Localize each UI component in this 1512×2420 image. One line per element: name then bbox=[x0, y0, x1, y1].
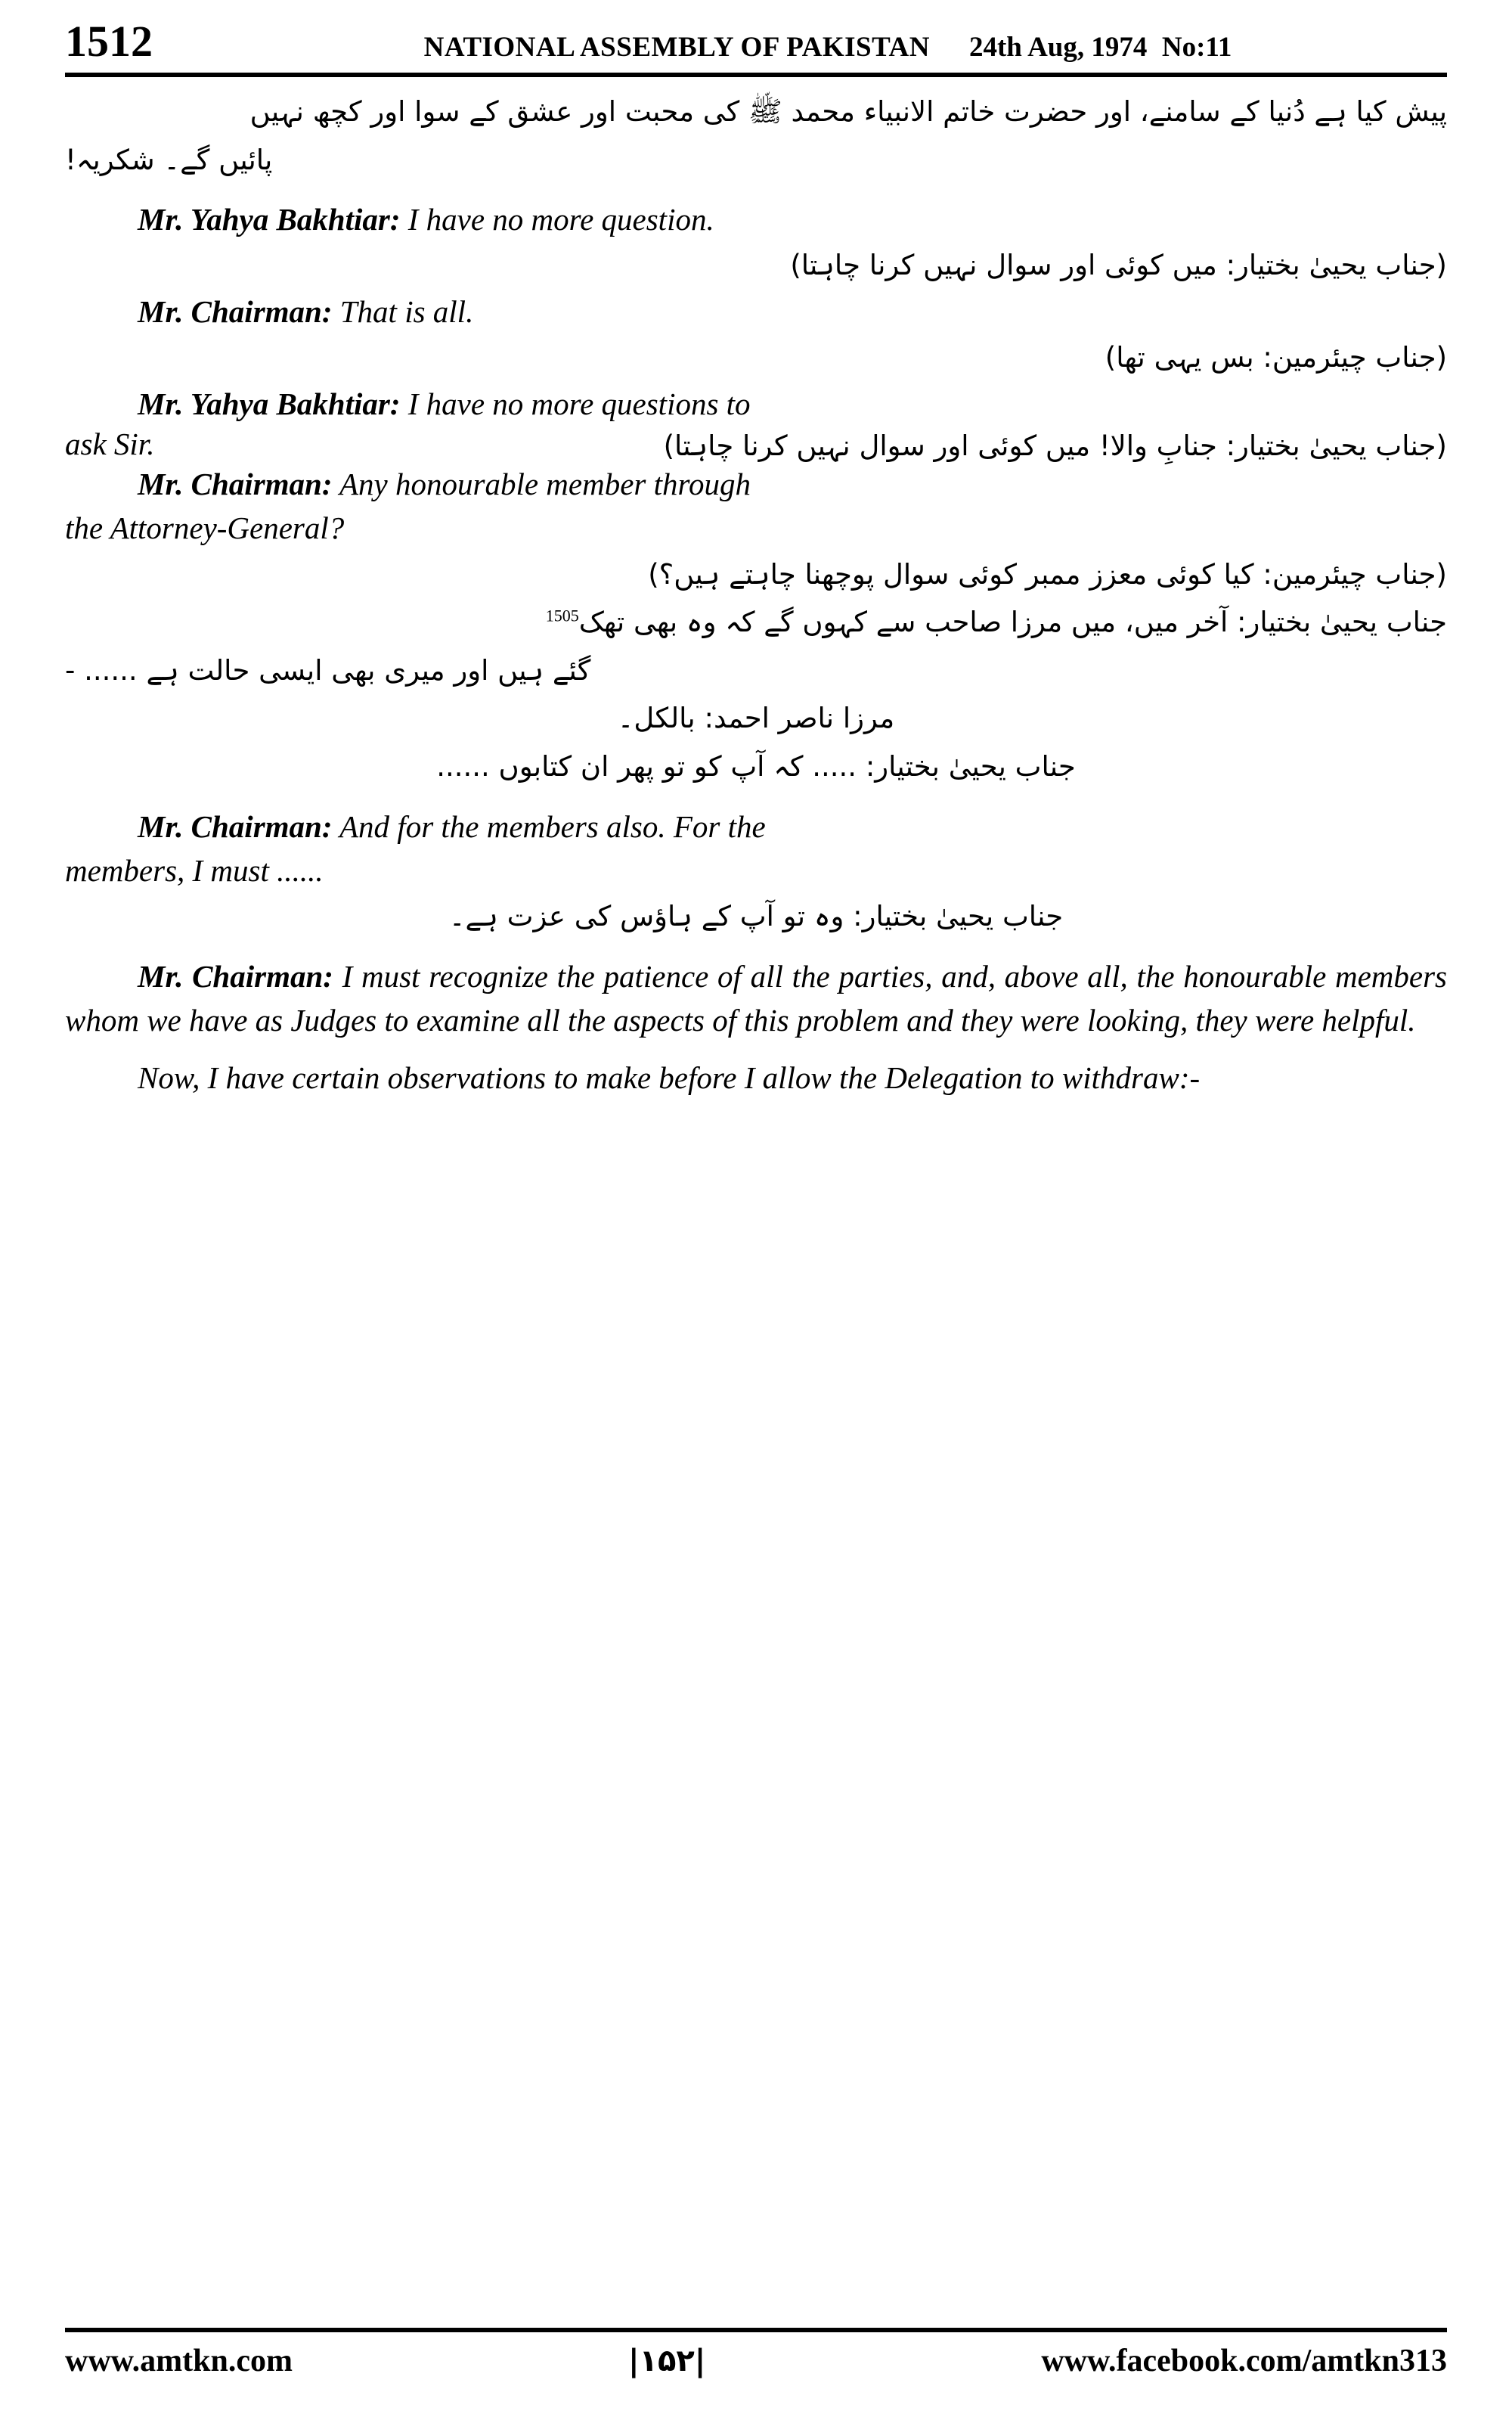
page-footer bbox=[65, 2328, 1447, 2379]
footer-divider bbox=[65, 2328, 1447, 2332]
speech-chairman-5 bbox=[65, 1056, 1447, 1100]
speech-chairman-3 bbox=[65, 805, 1447, 849]
speech-text: Now, I have certain observations to make before I allow the Delegation to withdraw:- bbox=[138, 1060, 1201, 1096]
speech-text: And for the members also. For the bbox=[332, 808, 766, 844]
speech-chairman-3-continuation: members, I must ...... bbox=[65, 852, 324, 888]
speaker-label: Mr. Chairman: bbox=[138, 294, 333, 330]
urdu-opening-line-2: پائیں گے۔ شکریہ! bbox=[65, 143, 273, 176]
speaker-label: Mr. Yahya Bakhtiar: bbox=[138, 386, 401, 421]
speech-text: That is all. bbox=[332, 294, 474, 330]
speech-text: I have no more questions to bbox=[400, 386, 751, 421]
header-issue: No:11 bbox=[1161, 32, 1232, 63]
speech-yahya-bakhtiar-2-tail-row bbox=[65, 426, 1447, 462]
speech-chairman-2 bbox=[65, 462, 1447, 506]
urdu-translation-3: (جناب یحییٰ بختیار: جنابِ والا! میں کوئی اور سوال نہیں کرنا چاہتا) bbox=[663, 430, 1447, 463]
speech-yahya-bakhtiar-1 bbox=[65, 197, 1447, 241]
speech-text: Any honourable member through bbox=[332, 467, 751, 502]
speech-text-continuation: ask Sir. bbox=[65, 427, 155, 462]
speech-chairman-2-continuation: the Attorney-General? bbox=[65, 510, 345, 546]
urdu-speech-5-line-2: گئے ہیں اور میری بھی ایسی حالت ہے ...... - bbox=[65, 653, 591, 687]
footer-row bbox=[65, 2343, 1447, 2379]
urdu-translation-2: (جناب چیئرمین: بس یہی تھا) bbox=[1105, 341, 1447, 374]
footer-page-number: |۱۵۲| bbox=[627, 2344, 706, 2378]
speaker-label: Mr. Chairman: bbox=[138, 958, 333, 994]
speech-text: I have no more question. bbox=[400, 202, 714, 237]
urdu-speech-yahya-bakhtiar-4: جناب یحییٰ بختیار: وہ تو آپ کے ہاؤس کی عزت ہے۔ bbox=[448, 900, 1064, 933]
urdu-translation-1: (جناب یحییٰ بختیار: میں کوئی اور سوال نہیں کرنا چاہتا) bbox=[790, 249, 1447, 282]
header-date: 24th Aug, 1974 bbox=[968, 32, 1148, 63]
marginal-reference-number: 1505 bbox=[545, 606, 579, 625]
urdu-speech-5-text: جناب یحییٰ بختیار: آخر میں، میں مرزا صاحب سے کہوں گے کہ وہ بھی تھک bbox=[578, 606, 1447, 639]
speaker-label: Mr. Yahya Bakhtiar: bbox=[138, 202, 401, 237]
urdu-speech-yahya-bakhtiar-3: جناب یحییٰ بختیار: ..... کہ آپ کو تو پھر ان کتابوں ...... bbox=[436, 750, 1076, 783]
urdu-speech-mirza-nasir-ahmad: مرزا ناصر احمد: بالکل۔ bbox=[617, 702, 895, 735]
urdu-opening-line-1: پیش کیا ہے دُنیا کے سامنے، اور حضرت خاتم الانبیاء محمد ﷺ کی محبت اور عشق کے سوا اور کچھ نہیں bbox=[249, 95, 1447, 128]
folio-number: 1512 bbox=[65, 17, 153, 66]
footer-website-link[interactable]: www.amtkn.com bbox=[65, 2344, 293, 2378]
speech-chairman-4 bbox=[65, 954, 1447, 1042]
speaker-label: Mr. Chairman: bbox=[138, 467, 333, 502]
assembly-title: NATIONAL ASSEMBLY OF PAKISTAN bbox=[423, 32, 930, 63]
speech-chairman-1 bbox=[65, 290, 1447, 334]
header-center bbox=[209, 31, 1447, 64]
page-header bbox=[65, 0, 1447, 64]
footer-facebook-link[interactable]: www.facebook.com/amtkn313 bbox=[1041, 2344, 1447, 2378]
urdu-translation-4: (جناب چیئرمین: کیا کوئی معزز ممبر کوئی سوال پوچھنا چاہتے ہیں؟) bbox=[648, 557, 1447, 591]
speech-text: I must recognize the patience of all the parties, and, above all, the honourable members whom we have as Judges to examine all the aspects of this problem and they were looking, they were helpful. bbox=[65, 958, 1447, 1038]
page-body bbox=[65, 77, 1447, 1100]
speech-yahya-bakhtiar-2 bbox=[65, 382, 1447, 426]
urdu-speech-5-line-1 bbox=[65, 598, 1447, 647]
speaker-label: Mr. Chairman: bbox=[138, 808, 333, 844]
